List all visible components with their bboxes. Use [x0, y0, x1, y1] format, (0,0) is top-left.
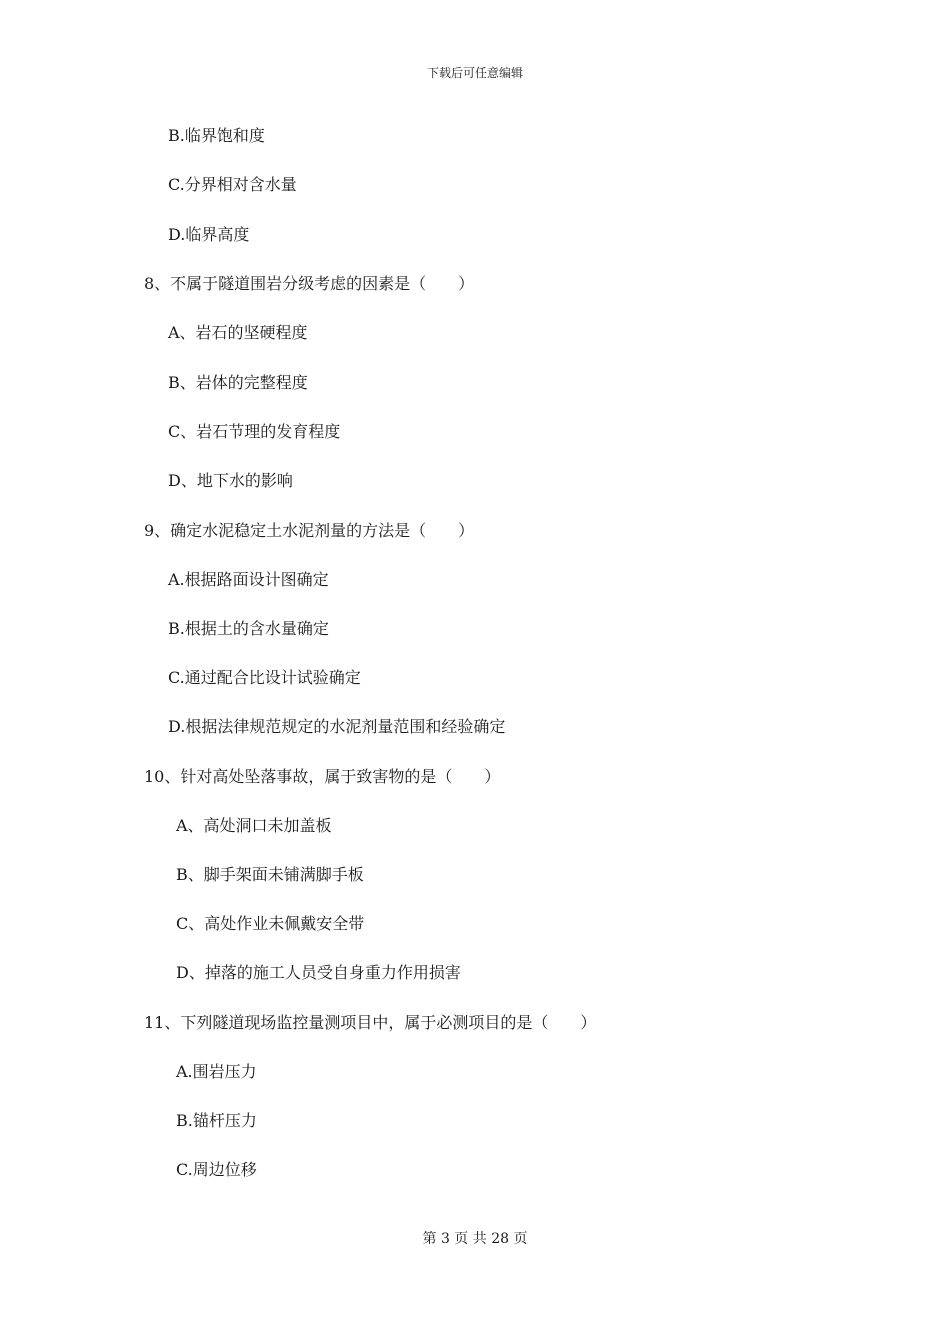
question-10: 10、针对高处坠落事故，属于致害物的是（ ） — [144, 767, 501, 786]
option-8a: A、岩石的坚硬程度 — [168, 323, 308, 342]
page-header: 下载后可任意编辑 — [426, 66, 523, 80]
option-9c: C.通过配合比设计试验确定 — [168, 668, 361, 687]
question-11: 11、下列隧道现场监控量测项目中，属于必测项目的是（ ） — [144, 1013, 597, 1032]
question-8: 8、不属于隧道围岩分级考虑的因素是（ ） — [144, 274, 475, 293]
question-9: 9、确定水泥稳定土水泥剂量的方法是（ ） — [144, 521, 475, 540]
option-7c: C.分界相对含水量 — [168, 175, 297, 194]
option-8c: C、岩石节理的发育程度 — [168, 422, 341, 441]
page-footer: 第 3 页 共 28 页 — [422, 1231, 528, 1247]
option-9b: B.根据土的含水量确定 — [168, 619, 329, 638]
option-8d: D、地下水的影响 — [168, 471, 293, 490]
option-9d: D.根据法律规范规定的水泥剂量范围和经验确定 — [168, 717, 506, 736]
option-9a: A.根据路面设计图确定 — [168, 570, 329, 589]
option-8b: B、岩体的完整程度 — [168, 373, 308, 392]
option-7d: D.临界高度 — [168, 225, 250, 244]
option-11a: A.围岩压力 — [176, 1062, 257, 1081]
option-11b: B.锚杆压力 — [176, 1111, 257, 1130]
option-7b: B.临界饱和度 — [168, 126, 265, 145]
option-11c: C.周边位移 — [176, 1160, 257, 1179]
option-10a: A、高处洞口未加盖板 — [176, 816, 332, 835]
option-10b: B、脚手架面未铺满脚手板 — [176, 865, 364, 884]
option-10d: D、掉落的施工人员受自身重力作用损害 — [176, 963, 461, 982]
option-10c: C、高处作业未佩戴安全带 — [176, 914, 365, 933]
